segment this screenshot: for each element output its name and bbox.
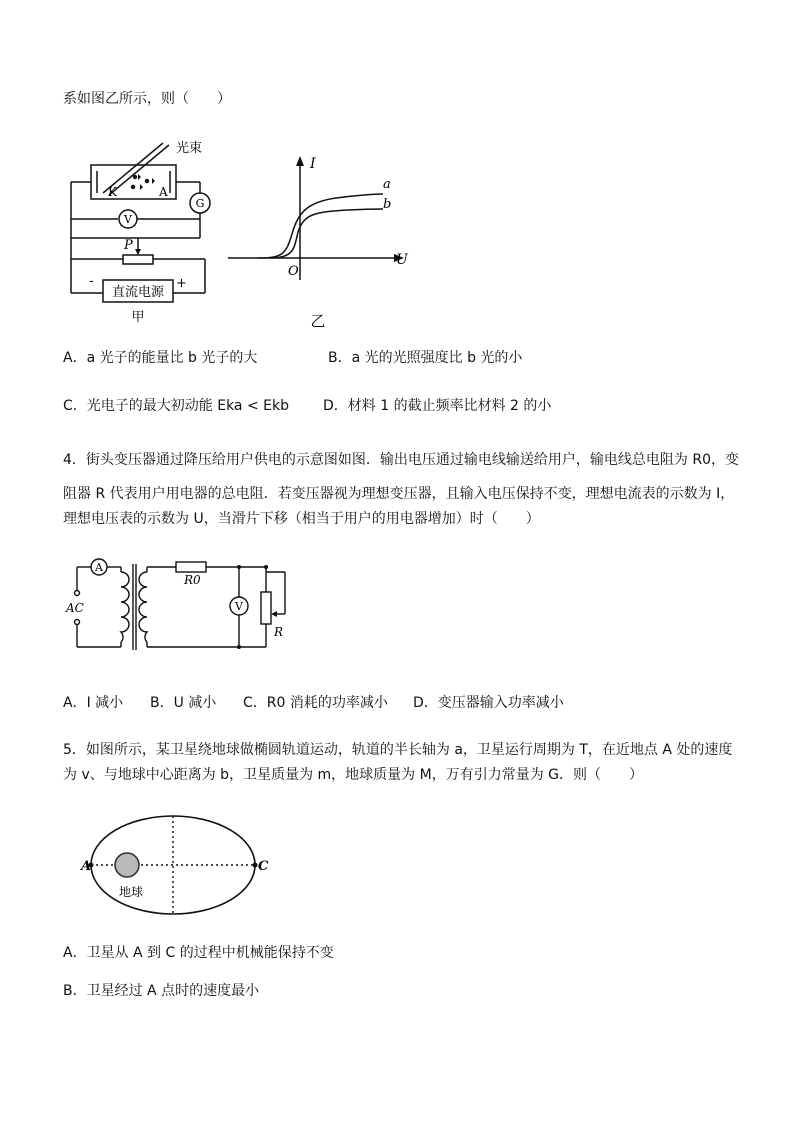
beam-label: 光束: [176, 141, 203, 156]
q3-stem-tail: 系如图乙所示，则（ ）: [63, 91, 231, 107]
voltmeter-label-q4: V: [235, 600, 243, 613]
q5-figure-orbit: [78, 810, 278, 920]
slider-label: P: [124, 238, 133, 253]
rheostat-label: R: [274, 625, 284, 639]
q4-stem-line3: 理想电压表的示数为 U，当滑片下移（相当于用户的用电器增加）时（ ）: [63, 511, 540, 527]
q4-stem-line1: 4．街头变压器通过降压给用户供电的示意图如图．输出电压通过输电线输送给用户，输电线总电阻为 R0，变: [63, 452, 739, 468]
figure-jia-caption: 甲: [131, 310, 145, 325]
q5-option-b: B．卫星经过 A 点时的速度最小: [63, 983, 260, 999]
q3-option-d: D．材料 1 的截止频率比材料 2 的小: [323, 398, 552, 414]
curve-b-label: b: [383, 197, 392, 212]
earth-label: 地球: [118, 885, 144, 899]
q3-figure-jia: [63, 135, 223, 330]
point-a-label: A: [81, 859, 92, 874]
figure-yi-caption: 乙: [310, 312, 326, 330]
plus-sign: +: [176, 276, 187, 291]
q3-option-b: B．a 光的光照强度比 b 光的小: [328, 350, 523, 366]
minus-sign: -: [89, 273, 94, 289]
origin-label: O: [288, 264, 299, 279]
q3-option-a: A．a 光子的能量比 b 光子的大: [63, 350, 258, 366]
q5-stem-line2: 为 v、与地球中心距离为 b，卫星质量为 m，地球质量为 M，万有引力常量为 G．则（ ）: [63, 767, 643, 783]
point-c-label: C: [258, 859, 269, 874]
q4-option-a: A．I 减小: [63, 695, 124, 711]
y-axis-label: I: [310, 156, 316, 172]
curve-a-label: a: [383, 177, 391, 192]
x-axis-label: U: [396, 252, 408, 268]
q4-option-c: C．R0 消耗的功率减小: [243, 695, 388, 711]
q3-option-c: C．光电子的最大初动能 Eka < Ekb: [63, 398, 289, 414]
q5-stem-line1: 5．如图所示，某卫星绕地球做椭圆轨道运动，轨道的半长轴为 a，卫星运行周期为 T，在近地点 A 处的速度: [63, 742, 733, 758]
dc-source-label: 直流电源: [111, 285, 165, 300]
q5-option-a: A．卫星从 A 到 C 的过程中机械能保持不变: [63, 945, 334, 961]
galvanometer-label: G: [195, 197, 205, 210]
cathode-label: K: [108, 185, 117, 199]
q4-stem-line2: 阻器 R 代表用户用电器的总电阻．若变压器视为理想变压器，且输入电压保持不变，理想电流表的示数为 I，: [63, 486, 735, 502]
ac-label: AC: [66, 601, 84, 615]
anode-label: A: [159, 185, 168, 199]
q3-figure-yi: [228, 150, 418, 330]
r0-label: R0: [184, 573, 201, 587]
q4-option-d: D．变压器输入功率减小: [413, 695, 564, 711]
q4-figure-transformer: [63, 550, 303, 660]
q4-option-b: B．U 减小: [150, 695, 217, 711]
ammeter-label: A: [95, 561, 103, 574]
voltmeter-label: V: [124, 213, 132, 226]
